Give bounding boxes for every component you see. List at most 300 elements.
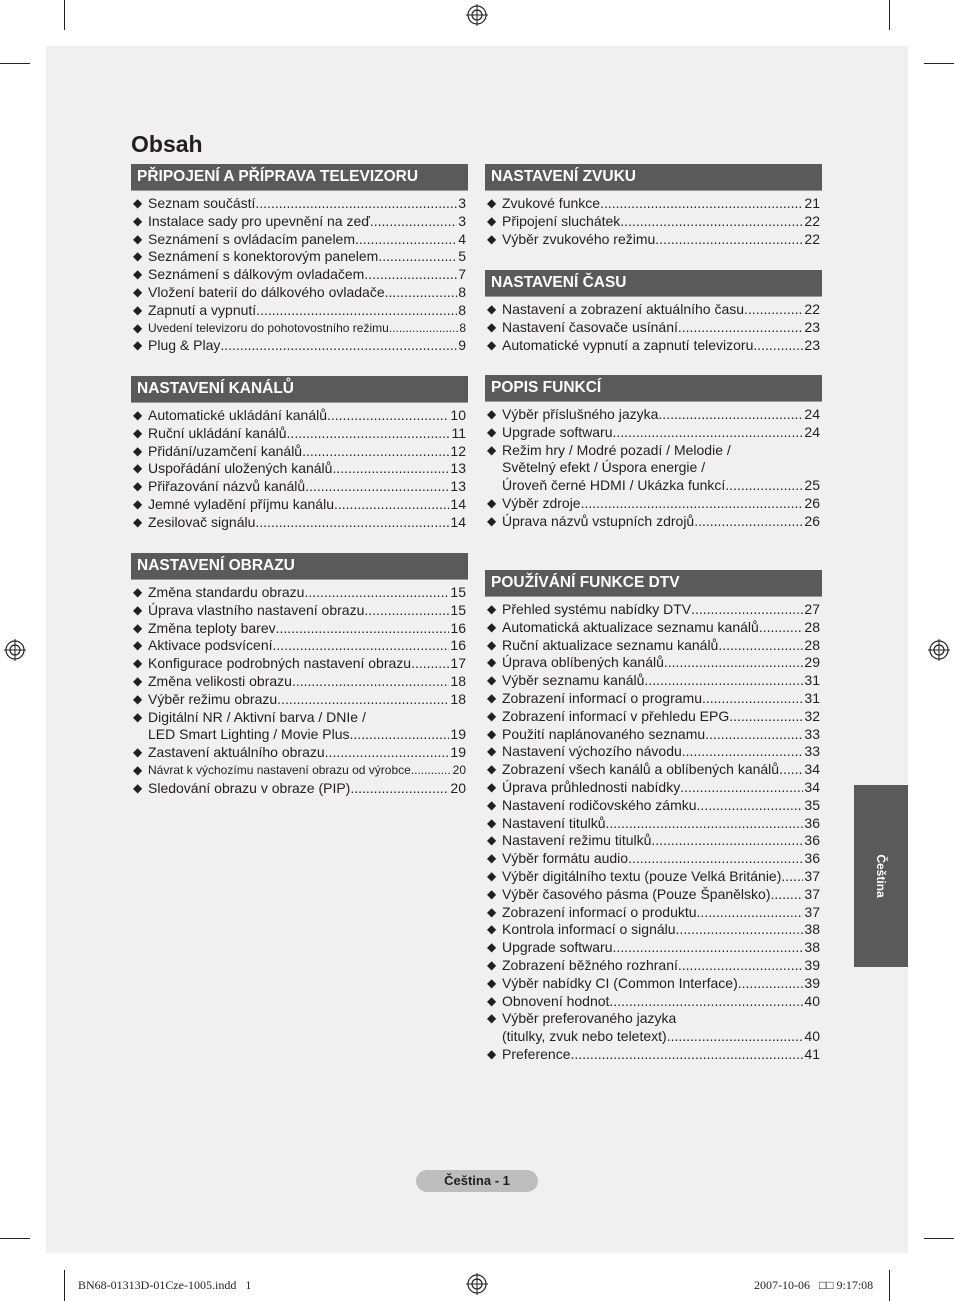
- dot-leader: [302, 443, 449, 461]
- toc-entry-text: Ruční aktualizace seznamu kanálů: [502, 636, 719, 653]
- dot-leader: [255, 514, 449, 532]
- toc-entry-text: Nastavení titulků: [502, 814, 606, 831]
- toc-entry: [131, 478, 468, 496]
- toc-section: [131, 164, 468, 355]
- diamond-bullet-icon: ◆: [487, 815, 497, 830]
- toc-page-number: 32: [804, 707, 820, 724]
- toc-entry: [131, 284, 468, 302]
- dot-leader: [678, 319, 804, 337]
- toc-page-number: 39: [804, 974, 820, 991]
- crop-mark: [0, 1238, 30, 1239]
- toc-entry-text: Plug & Play: [148, 337, 221, 354]
- toc-entry: [485, 672, 822, 690]
- toc-entry: [131, 407, 468, 425]
- toc-page-number: 38: [804, 939, 820, 956]
- toc-entry: [485, 743, 822, 761]
- diamond-bullet-icon: ◆: [133, 443, 143, 458]
- dot-leader: [658, 406, 803, 424]
- dot-leader: [781, 868, 803, 886]
- toc-entry-text: Uvedení televizoru do pohotovostního režimu: [148, 320, 389, 335]
- toc-entry-text: Aktivace podsvícení: [148, 637, 273, 654]
- toc-page-number: 40: [804, 992, 820, 1009]
- diamond-bullet-icon: ◆: [487, 886, 497, 901]
- toc-entry: [131, 425, 468, 443]
- dot-leader: [287, 425, 451, 443]
- toc-page-number: 36: [804, 850, 820, 867]
- toc-entry-text: Výběr režimu obrazu: [148, 690, 278, 707]
- toc-page-number: 18: [450, 690, 466, 707]
- toc-entry: [485, 690, 822, 708]
- toc-entry: [485, 939, 822, 957]
- toc-entry: [485, 797, 822, 815]
- toc-page-number: 13: [450, 460, 466, 477]
- toc-page-number: 23: [804, 336, 820, 353]
- diamond-bullet-icon: ◆: [487, 407, 497, 421]
- toc-list: [131, 403, 468, 532]
- diamond-bullet-icon: ◆: [487, 690, 497, 705]
- dot-leader: [620, 213, 803, 231]
- crop-mark: [924, 63, 954, 64]
- toc-entry-text: Upgrade softwaru: [502, 939, 613, 956]
- toc-entry: [485, 921, 822, 939]
- toc-page-number: 22: [804, 230, 820, 247]
- toc-entry: [485, 337, 822, 355]
- diamond-bullet-icon: ◆: [487, 993, 497, 1008]
- toc-entry: [131, 302, 468, 320]
- diamond-bullet-icon: ◆: [487, 797, 497, 812]
- diamond-bullet-icon: ◆: [487, 337, 497, 352]
- toc-section: [485, 570, 822, 1064]
- diamond-bullet-icon: ◆: [487, 833, 497, 848]
- toc-page-number: 3: [458, 212, 466, 229]
- toc-page-number: 36: [804, 814, 820, 831]
- diamond-bullet-icon: ◆: [133, 461, 143, 476]
- toc-section: [131, 553, 468, 798]
- diamond-bullet-icon: ◆: [133, 213, 143, 228]
- toc-entry: [485, 319, 822, 337]
- toc-page-number: 14: [450, 495, 466, 512]
- diamond-bullet-icon: ◆: [133, 284, 143, 299]
- toc-entry-text: Zobrazení všech kanálů a oblíbených kanálů: [502, 761, 780, 778]
- toc-list: [131, 191, 468, 355]
- dot-leader: [697, 797, 804, 815]
- diamond-bullet-icon: ◆: [487, 602, 497, 616]
- toc-page-number: 29: [804, 654, 820, 671]
- toc-entry-text: Instalace sady pro upevnění na zeď: [148, 212, 370, 229]
- diamond-bullet-icon: ◆: [133, 231, 143, 246]
- diamond-bullet-icon: ◆: [487, 655, 497, 670]
- diamond-bullet-icon: ◆: [133, 709, 143, 724]
- toc-entry: [131, 460, 468, 478]
- diamond-bullet-icon: ◆: [133, 496, 143, 511]
- dot-leader: [385, 284, 458, 302]
- toc-page-number: 21: [804, 195, 820, 211]
- toc-list: [131, 580, 468, 798]
- toc-entry: [131, 780, 468, 798]
- toc-entry: [485, 231, 822, 249]
- toc-section: [485, 375, 822, 531]
- diamond-bullet-icon: ◆: [133, 691, 143, 706]
- diamond-bullet-icon: ◆: [487, 213, 497, 228]
- diamond-bullet-icon: ◆: [487, 513, 497, 528]
- toc-entry-text: Výběr časového pásma (Pouze Španělsko): [502, 885, 771, 902]
- toc-entry-text: Sledování obrazu v obraze (PIP): [148, 779, 351, 796]
- dot-leader: [389, 320, 459, 338]
- crop-mark: [924, 1238, 954, 1239]
- registration-mark-icon: [4, 639, 26, 661]
- dot-leader: [725, 477, 803, 495]
- toc-page-number: 15: [450, 584, 466, 600]
- diamond-bullet-icon: ◆: [133, 249, 143, 264]
- toc-entry: [485, 495, 822, 513]
- dot-leader: [256, 302, 457, 320]
- dot-leader: [744, 301, 803, 319]
- toc-page-number: 8: [458, 301, 466, 318]
- toc-entry-text: Automatické vypnutí a zapnutí televizoru: [502, 336, 754, 353]
- toc-page-number: 13: [450, 478, 466, 495]
- toc-entry: [485, 1046, 822, 1064]
- diamond-bullet-icon: ◆: [133, 656, 143, 671]
- diamond-bullet-icon: ◆: [133, 267, 143, 282]
- diamond-bullet-icon: ◆: [487, 922, 497, 937]
- dot-leader: [355, 231, 457, 249]
- diamond-bullet-icon: ◆: [487, 957, 497, 972]
- dot-leader: [680, 779, 803, 797]
- dot-leader: [581, 495, 804, 513]
- toc-entry: [485, 957, 822, 975]
- dot-leader: [770, 886, 803, 904]
- toc-page-number: 12: [450, 442, 466, 459]
- toc-entry-text: Nastavení režimu titulků: [502, 832, 652, 849]
- toc-entry: [485, 815, 822, 833]
- dot-leader: [325, 744, 450, 762]
- toc-entry-text: Úprava názvů vstupních zdrojů: [502, 512, 695, 529]
- dot-leader: [277, 691, 449, 709]
- toc-entry: [485, 619, 822, 637]
- toc-entry-text: LED Smart Lighting / Movie Plus: [148, 726, 350, 743]
- dot-leader: [664, 654, 804, 672]
- language-side-tab-label: Čeština: [874, 854, 888, 898]
- toc-entry-text: Automatické ukládání kanálů: [148, 407, 327, 423]
- toc-section: [485, 164, 822, 248]
- diamond-bullet-icon: ◆: [133, 425, 143, 440]
- toc-entry: [485, 886, 822, 904]
- toc-entry-text: Světelný efekt / Úspora energie /: [502, 459, 706, 476]
- toc-list: [485, 297, 822, 354]
- dot-leader: [676, 921, 804, 939]
- toc-page-number: 22: [804, 212, 820, 229]
- toc-entry: [131, 266, 468, 284]
- diamond-bullet-icon: ◆: [133, 408, 143, 422]
- toc-page-number: 20: [452, 762, 466, 777]
- toc-entry: [131, 602, 468, 620]
- diamond-bullet-icon: ◆: [133, 762, 143, 777]
- toc-list: [485, 402, 822, 531]
- dot-leader: [220, 337, 457, 355]
- diamond-bullet-icon: ◆: [133, 620, 143, 635]
- dot-leader: [411, 762, 452, 780]
- dot-leader: [411, 655, 449, 673]
- toc-page-number: 24: [804, 406, 820, 422]
- toc-page-number: 8: [458, 283, 466, 300]
- diamond-bullet-icon: ◆: [487, 424, 497, 439]
- dot-leader: [350, 726, 450, 744]
- toc-entry: [485, 832, 822, 850]
- language-side-tab: [854, 785, 908, 967]
- toc-page-number: 27: [804, 601, 820, 617]
- toc-entry: [485, 850, 822, 868]
- toc-entry: [131, 637, 468, 655]
- dot-leader: [570, 1046, 803, 1064]
- toc-entry-text: Zvukové funkce: [502, 195, 601, 211]
- diamond-bullet-icon: ◆: [133, 514, 143, 529]
- toc-entry-text: Výběr zdroje: [502, 494, 581, 511]
- toc-page-number: 16: [450, 619, 466, 636]
- dot-leader: [364, 266, 457, 284]
- toc-entry: [485, 513, 822, 531]
- diamond-bullet-icon: ◆: [133, 302, 143, 317]
- toc-entry: [131, 231, 468, 249]
- diamond-bullet-icon: ◆: [487, 231, 497, 246]
- toc-entry-text: Přidání/uzamčení kanálů: [148, 442, 303, 459]
- crop-mark: [64, 0, 65, 30]
- toc-page-number: 39: [804, 956, 820, 973]
- toc-entry: [131, 762, 468, 780]
- dot-leader: [655, 231, 803, 249]
- toc-page-number: 28: [804, 636, 820, 653]
- dot-leader: [273, 637, 450, 655]
- registration-mark-icon: [466, 1273, 488, 1295]
- toc-entry-text: Úprava průhlednosti nabídky: [502, 778, 681, 795]
- crop-mark: [889, 0, 890, 30]
- toc-page-number: 19: [450, 726, 466, 743]
- toc-entry-text: Nastavení rodičovského zámku: [502, 796, 697, 813]
- toc-page-number: 19: [450, 744, 466, 761]
- toc-entry-text: Upgrade softwaru: [502, 423, 613, 440]
- diamond-bullet-icon: ◆: [133, 338, 143, 353]
- toc-entry-text: Nastavení časovače usínání: [502, 318, 678, 335]
- toc-entry-text: Výběr formátu audio: [502, 850, 629, 867]
- dot-leader: [702, 690, 803, 708]
- toc-entry-text: Výběr příslušného jazyka: [502, 406, 659, 422]
- toc-entry: [131, 514, 468, 532]
- dot-leader: [753, 337, 803, 355]
- toc-page-number: 7: [458, 266, 466, 283]
- diamond-bullet-icon: ◆: [133, 673, 143, 688]
- toc-entry-text: Výběr seznamu kanálů: [502, 672, 645, 689]
- dot-leader: [697, 904, 804, 922]
- toc-entry: [131, 709, 468, 745]
- registration-mark-icon: [466, 4, 488, 26]
- toc-page-number: 24: [804, 423, 820, 440]
- dot-leader: [370, 213, 457, 231]
- toc-entry-text: Úprava vlastního nastavení obrazu: [148, 601, 365, 618]
- toc-page-number: 16: [450, 637, 466, 654]
- toc-entry: [485, 761, 822, 779]
- toc-entry-text: Nastavení a zobrazení aktuálního času: [502, 301, 745, 317]
- diamond-bullet-icon: ◆: [487, 762, 497, 777]
- section-header: NASTAVENÍ ZVUKU: [485, 164, 822, 191]
- diamond-bullet-icon: ◆: [487, 744, 497, 759]
- toc-page-number: 36: [804, 832, 820, 849]
- dot-leader: [738, 975, 804, 993]
- toc-entry-text: Režim hry / Modré pozadí / Melodie /: [502, 441, 731, 458]
- dot-leader: [667, 1028, 804, 1046]
- toc-page-number: 33: [804, 725, 820, 742]
- section-header: NASTAVENÍ KANÁLŮ: [131, 376, 468, 403]
- dot-leader: [334, 496, 449, 514]
- toc-entry: [485, 975, 822, 993]
- dot-leader: [628, 850, 803, 868]
- diamond-bullet-icon: ◆: [133, 585, 143, 599]
- toc-entry: [485, 637, 822, 655]
- diamond-bullet-icon: ◆: [487, 726, 497, 741]
- toc-page-number: 34: [804, 778, 820, 795]
- dot-leader: [691, 601, 803, 619]
- toc-entry-text: Zapnutí a vypnutí: [148, 301, 257, 318]
- toc-entry: [485, 442, 822, 495]
- toc-entry-text: Zobrazení informací v přehledu EPG: [502, 707, 730, 724]
- toc-entry: [131, 320, 468, 338]
- toc-page-number: 31: [804, 689, 820, 706]
- section-header: PŘIPOJENÍ A PŘÍPRAVA TELEVIZORU: [131, 164, 468, 191]
- dot-leader: [255, 195, 457, 213]
- dot-leader: [609, 993, 803, 1011]
- section-header: NASTAVENÍ ČASU: [485, 270, 822, 297]
- toc-entry-text: Preference: [502, 1045, 571, 1062]
- toc-entry: [131, 655, 468, 673]
- toc-page-number: 11: [451, 424, 466, 441]
- toc-entry-text: Přiřazování názvů kanálů: [148, 478, 306, 495]
- toc-entry: [131, 620, 468, 638]
- toc-page-number: 18: [450, 672, 466, 689]
- dot-leader: [327, 407, 449, 425]
- footer-timestamp: 2007-10-06 □□ 9:17:08: [754, 1278, 874, 1292]
- diamond-bullet-icon: ◆: [487, 779, 497, 794]
- dot-leader: [304, 584, 449, 602]
- toc-entry: [485, 726, 822, 744]
- toc-entry-text: Zesilovač signálu: [148, 513, 256, 530]
- dot-leader: [705, 726, 803, 744]
- toc-entry-text: Kontrola informací o signálu: [502, 921, 676, 938]
- section-header: POUŽÍVÁNÍ FUNKCE DTV: [485, 570, 822, 597]
- toc-entry-text: Návrat k výchozímu nastavení obrazu od výrobce: [148, 762, 411, 777]
- toc-entry-text: Konfigurace podrobných nastavení obrazu: [148, 655, 412, 672]
- dot-leader: [779, 761, 803, 779]
- toc-entry: [131, 337, 468, 355]
- page-number-badge: Čeština - 1: [416, 1170, 538, 1192]
- diamond-bullet-icon: ◆: [487, 868, 497, 883]
- diamond-bullet-icon: ◆: [487, 851, 497, 866]
- toc-entry-text: Zobrazení informací o produktu: [502, 903, 697, 920]
- toc-entry: [131, 248, 468, 266]
- toc-page-number: 20: [450, 779, 466, 796]
- toc-entry-text: Přehled systému nabídky DTV: [502, 601, 692, 617]
- diamond-bullet-icon: ◆: [487, 637, 497, 652]
- diamond-bullet-icon: ◆: [487, 673, 497, 688]
- toc-page-number: 10: [450, 407, 466, 423]
- dot-leader: [332, 460, 449, 478]
- dot-leader: [644, 672, 803, 690]
- toc-section: [131, 376, 468, 532]
- dot-leader: [678, 957, 804, 975]
- toc-page-number: 38: [804, 921, 820, 938]
- toc-entry-text: Jemné vyladění příjmu kanálu: [148, 495, 334, 512]
- toc-list: [485, 597, 822, 1064]
- toc-page-number: 28: [804, 618, 820, 635]
- toc-entry-text: Seznámení s dálkovým ovladačem: [148, 266, 365, 283]
- dot-leader: [606, 815, 804, 833]
- dot-leader: [292, 673, 449, 691]
- toc-entry-text: Použití naplánovaného seznamu: [502, 725, 706, 742]
- toc-page-number: 25: [804, 477, 820, 494]
- toc-entry: [485, 868, 822, 886]
- toc-entry-text: Seznam součástí: [148, 195, 256, 211]
- dot-leader: [682, 743, 804, 761]
- crop-mark: [889, 1270, 890, 1301]
- toc-entry: [485, 301, 822, 319]
- diamond-bullet-icon: ◆: [487, 708, 497, 723]
- toc-entry-text: (titulky, zvuk nebo teletext): [502, 1028, 667, 1045]
- toc-page-number: 33: [804, 743, 820, 760]
- toc-entry-text: Připojení sluchátek: [502, 212, 621, 229]
- toc-entry-text: Zobrazení informací o programu: [502, 689, 702, 706]
- diamond-bullet-icon: ◆: [133, 320, 143, 335]
- toc-entry-text: Změna velikosti obrazu: [148, 672, 292, 689]
- toc-entry: [485, 195, 822, 213]
- toc-page-number: 9: [458, 337, 466, 354]
- dot-leader: [600, 195, 803, 213]
- dot-leader: [729, 708, 803, 726]
- toc-entry-text: Seznámení s konektorovým panelem: [148, 248, 379, 265]
- toc-page-number: 4: [458, 230, 466, 247]
- toc-entry: [485, 779, 822, 797]
- dot-leader: [305, 478, 449, 496]
- toc-entry: [131, 584, 468, 602]
- toc-page-number: 37: [804, 885, 820, 902]
- dot-leader: [613, 424, 804, 442]
- toc-entry-text: Obnovení hodnot: [502, 992, 610, 1009]
- toc-entry: [485, 654, 822, 672]
- dot-leader: [694, 513, 803, 531]
- toc-entry: [485, 424, 822, 442]
- toc-page-number: 40: [804, 1028, 820, 1045]
- section-header: NASTAVENÍ OBRAZU: [131, 553, 468, 580]
- toc-page-number: 37: [804, 903, 820, 920]
- dot-leader: [613, 939, 804, 957]
- toc-page-number: 14: [450, 513, 466, 530]
- section-header: POPIS FUNKCÍ: [485, 375, 822, 402]
- toc-entry-text: Změna standardu obrazu: [148, 584, 305, 600]
- toc-entry: [485, 601, 822, 619]
- toc-entry-text: Vložení baterií do dálkového ovladače: [148, 283, 385, 300]
- toc-entry: [131, 744, 468, 762]
- diamond-bullet-icon: ◆: [133, 638, 143, 653]
- toc-entry-text: Výběr zvukového režimu: [502, 230, 656, 247]
- toc-entry-text: Změna teploty barev: [148, 619, 276, 636]
- dot-leader: [350, 780, 449, 798]
- toc-entry: [131, 195, 468, 213]
- diamond-bullet-icon: ◆: [487, 319, 497, 334]
- toc-page-number: 31: [804, 672, 820, 689]
- toc-entry-text: Digitální NR / Aktivní barva / DNIe /: [148, 708, 366, 725]
- toc-list: [485, 191, 822, 248]
- toc-page-number: 3: [458, 195, 466, 211]
- dot-leader: [718, 637, 803, 655]
- diamond-bullet-icon: ◆: [487, 619, 497, 634]
- toc-entry: [131, 673, 468, 691]
- toc-entry-text: Nastavení výchozího návodu: [502, 743, 682, 760]
